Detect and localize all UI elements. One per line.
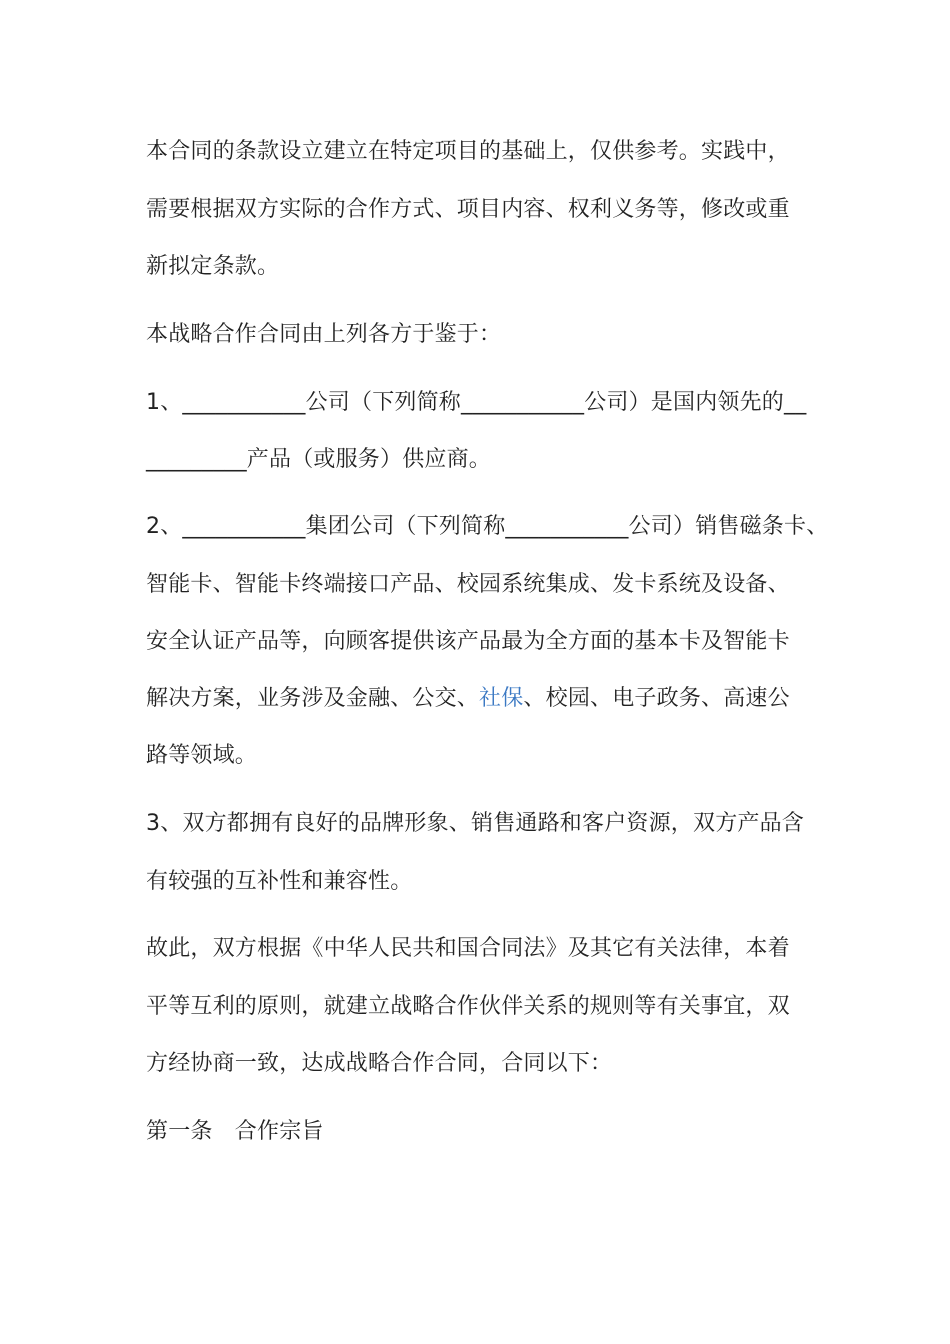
- paragraph-line-4: 本战略合作合同由上列各方于鉴于：: [146, 322, 502, 347]
- paragraph-line-10: [146, 684, 790, 714]
- paragraph-line-3: 新拟定条款。: [146, 254, 280, 279]
- paragraph-line-12: 3、双方都拥有良好的品牌形象、销售通路和客户资源，双方产品含: [146, 811, 804, 836]
- section-heading: 第一条 合作宗旨: [146, 1119, 324, 1144]
- paragraph-line-13: 有较强的互补性和兼容性。: [146, 869, 413, 894]
- paragraph-line-7: 2、___________集团公司（下列简称___________公司）销售磁条卡、: [146, 514, 829, 539]
- paragraph-line-1: 本合同的条款设立建立在特定项目的基础上，仅供参考。实践中，: [146, 139, 790, 164]
- social-security-link[interactable]: 社保: [479, 686, 524, 711]
- paragraph-line-8: 智能卡、智能卡终端接口产品、校园系统集成、发卡系统及设备、: [146, 572, 790, 597]
- paragraph-line-5: 1、___________公司（下列简称___________公司）是国内领先的__: [146, 390, 807, 415]
- line-text-after-link: 、校园、电子政务、高速公: [523, 686, 790, 711]
- paragraph-line-2: 需要根据双方实际的合作方式、项目内容、权利义务等，修改或重: [146, 197, 790, 222]
- paragraph-line-16: 方经协商一致，达成战略合作合同，合同以下：: [146, 1051, 613, 1076]
- paragraph-line-11: 路等领域。: [146, 743, 258, 768]
- paragraph-line-9: 安全认证产品等，向顾客提供该产品最为全方面的基本卡及智能卡: [146, 629, 790, 654]
- paragraph-line-15: 平等互利的原则，就建立战略合作伙伴关系的规则等有关事宜，双: [146, 994, 790, 1019]
- line-text-before-link: 解决方案，业务涉及金融、公交、: [146, 686, 480, 711]
- paragraph-line-14: 故此，双方根据《中华人民共和国合同法》及其它有关法律，本着: [146, 936, 790, 961]
- paragraph-line-6: _________产品（或服务）供应商。: [146, 447, 492, 472]
